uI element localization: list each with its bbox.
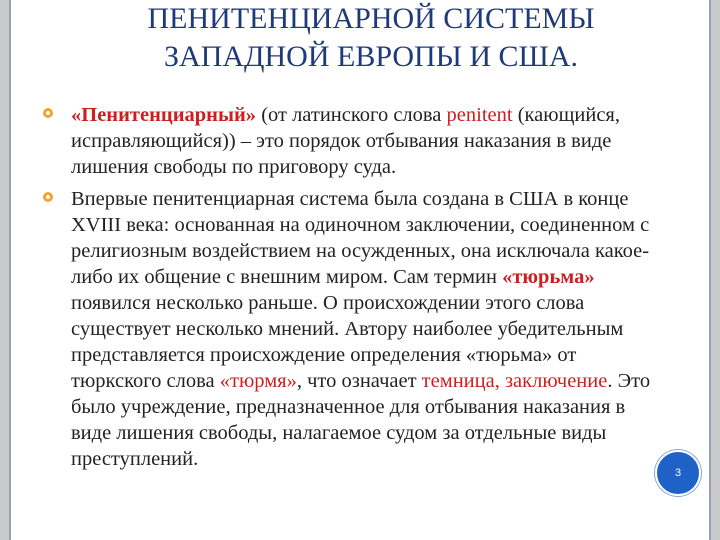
bullet-text: появился несколько раньше. О происхождении этого слова существует несколько мнений. Автору наиболее убедительным представляется происхождение определения «тюрьма» от тюркского слова bbox=[71, 292, 624, 392]
slide-content bbox=[41, 102, 651, 478]
title-line-1: ПЕНИТЕНЦИАРНОЙ СИСТЕМЫ bbox=[147, 2, 595, 35]
bullet-text: . Это было учреждение, предназначенное для отбывания наказания в виде лишения свободы, налагаемое судом за отдельные виды преступлений. bbox=[71, 370, 651, 470]
latin-word: penitent bbox=[446, 104, 513, 126]
bullet-item-history bbox=[41, 186, 651, 472]
term-prison: «тюрьма» bbox=[502, 266, 595, 288]
turkic-word: «тюрмя» bbox=[219, 370, 297, 392]
circle-bullet-icon bbox=[43, 108, 53, 118]
bullet-item-definition bbox=[41, 102, 651, 180]
title-line-2: ЗАПАДНОЙ ЕВРОПЫ И США. bbox=[164, 40, 578, 73]
bullet-text: Впервые пенитенциарная система была создана в США в конце XVIII века: основанная на одиночном заключении, соединенном с религиозным воздействием на осужденных, она исключала какое-либо их общение с внешним миром. Сам термин bbox=[71, 188, 650, 288]
bullet-text: (кающийся, исправляющийся)) – это порядок отбывания наказания в виде лишения свободы по приговору суда. bbox=[71, 104, 620, 178]
term-penitentiary: «Пенитенциарный» bbox=[71, 104, 257, 126]
page-number-badge: 3 bbox=[655, 450, 701, 496]
bullet-text: (от латинского слова bbox=[256, 104, 447, 126]
circle-bullet-icon bbox=[43, 192, 53, 202]
slide-title bbox=[51, 0, 691, 76]
bullet-text: , что означает bbox=[296, 370, 422, 392]
word-meaning: темница, заключение bbox=[421, 370, 608, 392]
slide bbox=[9, 0, 711, 540]
